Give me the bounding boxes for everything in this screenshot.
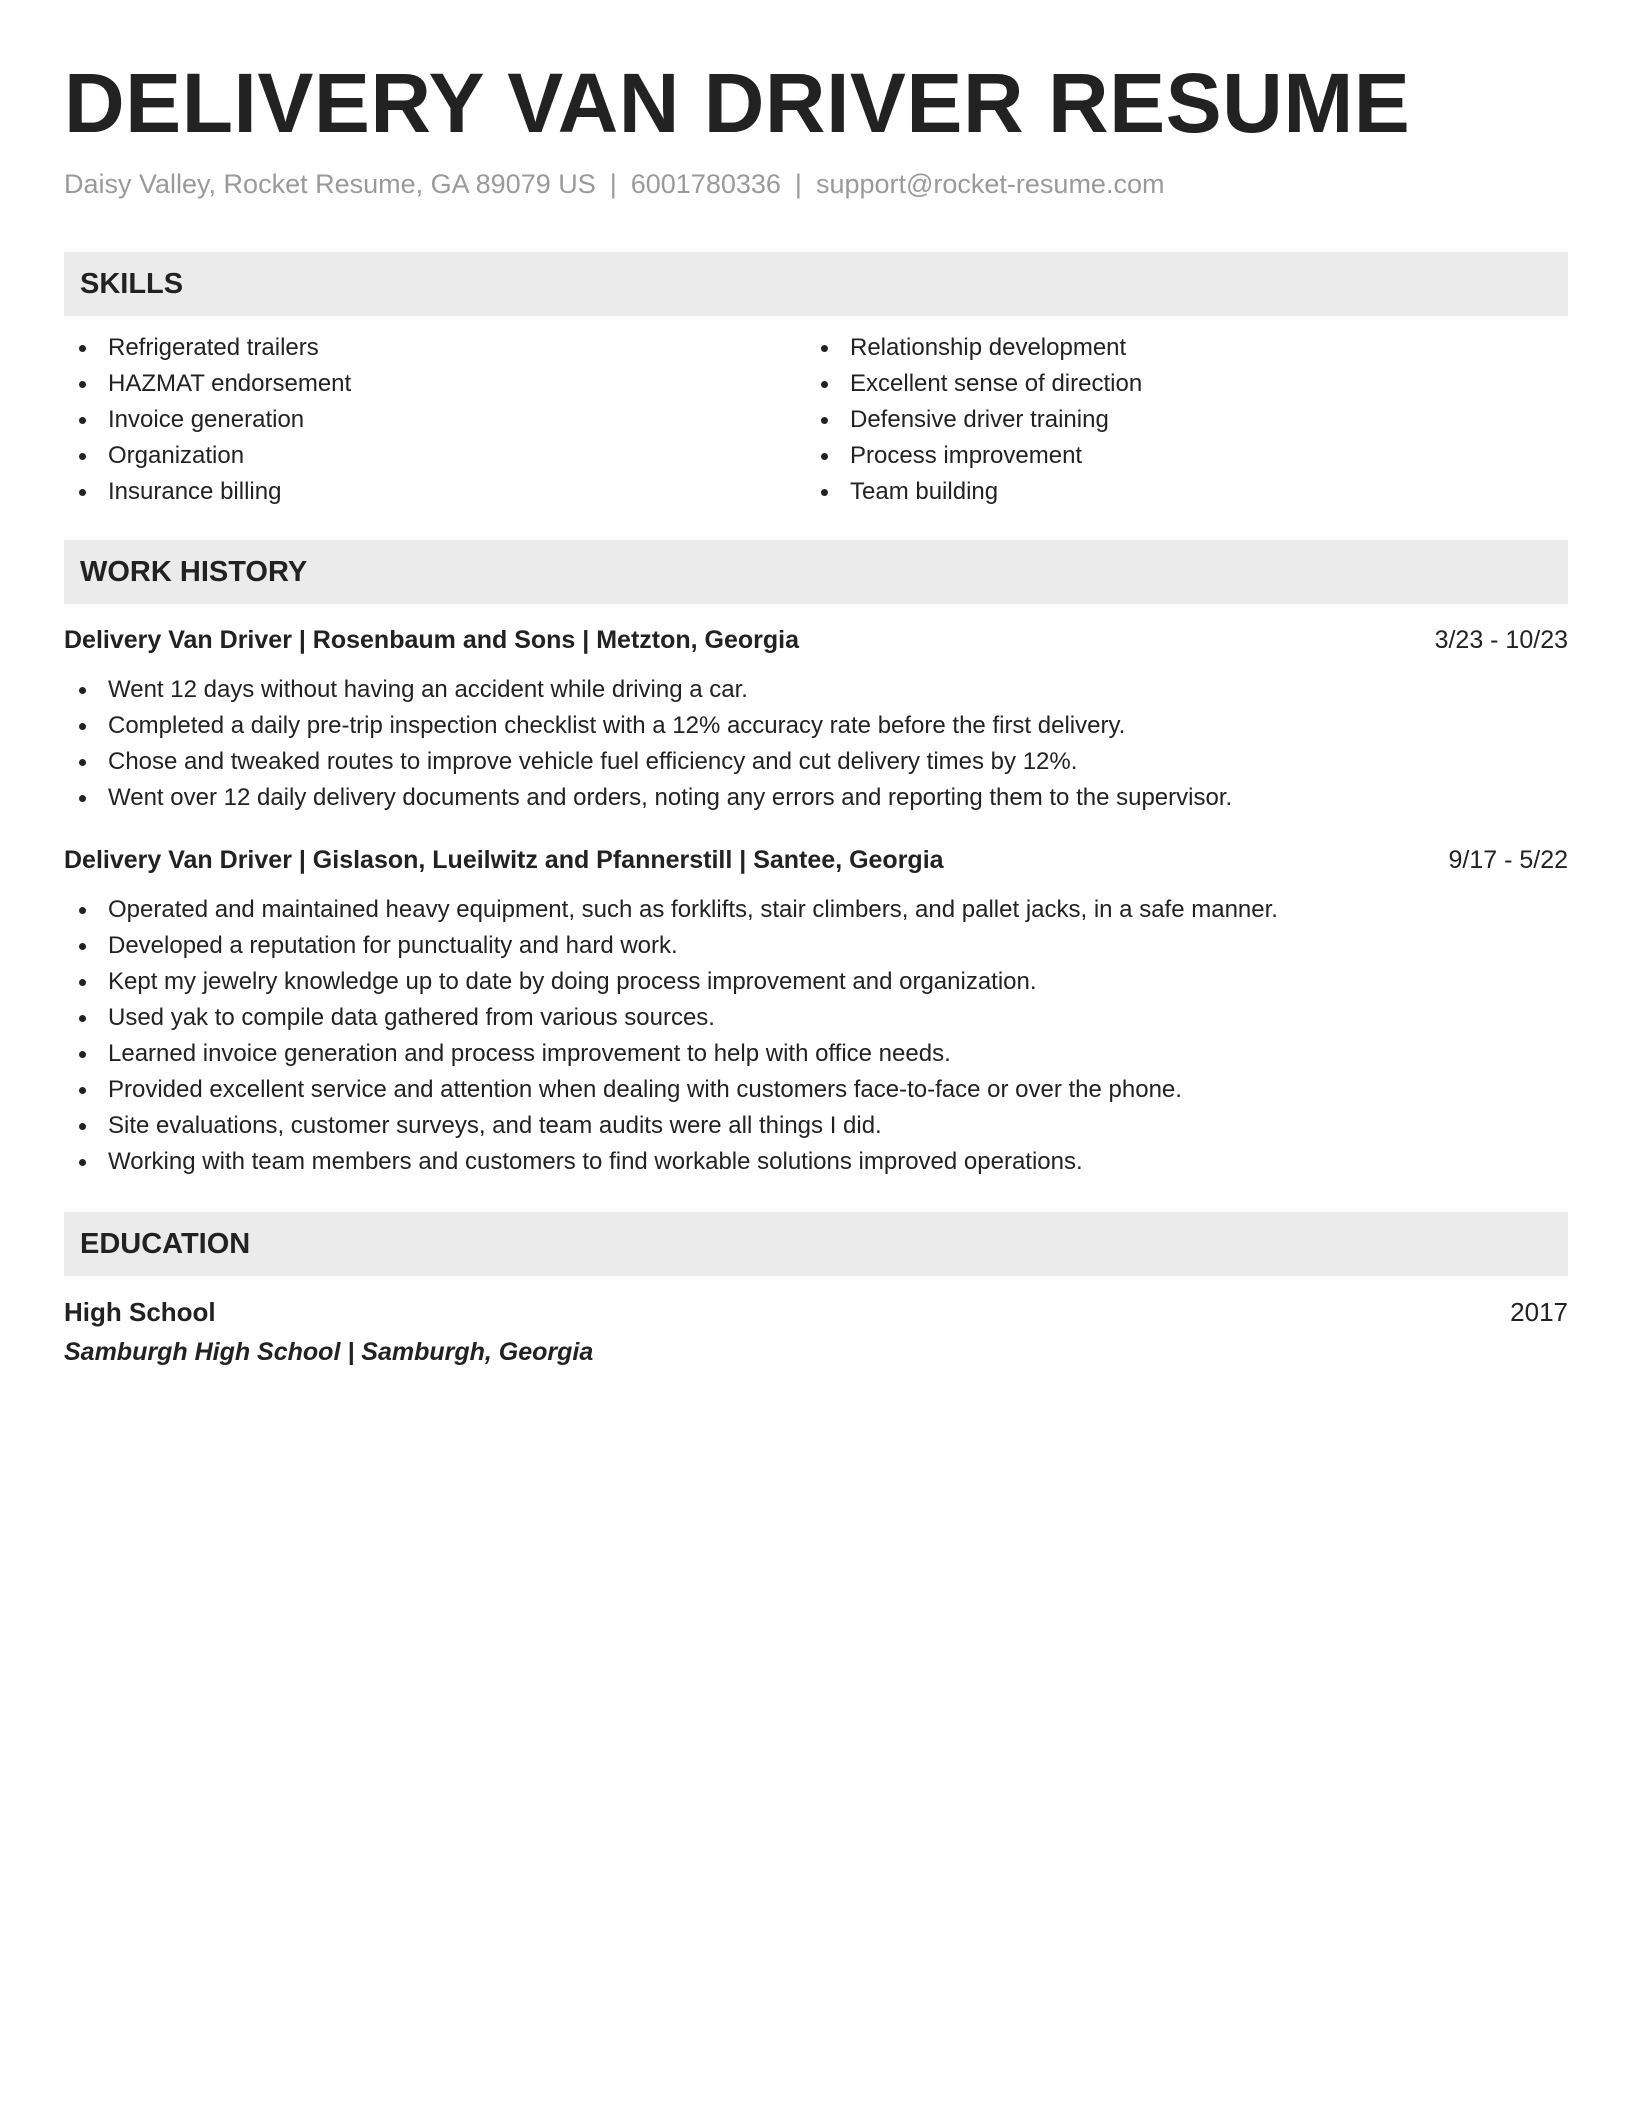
skill-item: Invoice generation <box>64 402 806 438</box>
skill-item: Defensive driver training <box>806 402 1548 438</box>
skills-column-right <box>806 330 1548 510</box>
contact-email: support@rocket-resume.com <box>815 169 1165 199</box>
skills-column-left <box>64 330 806 510</box>
skill-item: Excellent sense of direction <box>806 366 1548 402</box>
job-header <box>64 622 1568 658</box>
education-degree: High School <box>64 1297 216 1327</box>
job-duties-list <box>64 892 1568 1180</box>
job-duty-item: Operated and maintained heavy equipment, such as forklifts, stair climbers, and pallet jacks, in a safe manner. <box>64 892 1568 928</box>
contact-line <box>64 166 1568 202</box>
job-duty-item: Completed a daily pre-trip inspection checklist with a 12% accuracy rate before the first delivery. <box>64 708 1568 744</box>
contact-phone: 6001780336 <box>630 169 781 199</box>
job-duty-item: Kept my jewelry knowledge up to date by doing process improvement and organization. <box>64 964 1568 1000</box>
skills-section-header: SKILLS <box>64 252 1568 316</box>
work-history-section-header: WORK HISTORY <box>64 540 1568 604</box>
skills-list <box>64 330 1568 510</box>
job-duty-item: Went over 12 daily delivery documents and orders, noting any errors and reporting them to the supervisor. <box>64 780 1568 816</box>
skill-item: Refrigerated trailers <box>64 330 806 366</box>
education-header <box>64 1294 1568 1330</box>
job-duty-item: Provided excellent service and attention when dealing with customers face-to-face or over the phone. <box>64 1072 1568 1108</box>
skill-item: HAZMAT endorsement <box>64 366 806 402</box>
job-duty-item: Chose and tweaked routes to improve vehicle fuel efficiency and cut delivery times by 12%. <box>64 744 1568 780</box>
job-duty-item: Developed a reputation for punctuality and hard work. <box>64 928 1568 964</box>
job-entry <box>64 842 1568 1180</box>
skill-item: Relationship development <box>806 330 1548 366</box>
job-duty-item: Went 12 days without having an accident while driving a car. <box>64 672 1568 708</box>
job-title: Delivery Van Driver | Rosenbaum and Sons | Metzton, Georgia <box>64 626 800 654</box>
job-duty-item: Learned invoice generation and process improvement to help with office needs. <box>64 1036 1568 1072</box>
job-dates: 3/23 - 10/23 <box>1434 626 1568 654</box>
skill-item: Insurance billing <box>64 474 806 510</box>
education-school: Samburgh High School | Samburgh, Georgia <box>64 1338 594 1366</box>
job-header <box>64 842 1568 878</box>
job-duty-item: Site evaluations, customer surveys, and team audits were all things I did. <box>64 1108 1568 1144</box>
contact-separator: | <box>609 169 617 199</box>
job-title: Delivery Van Driver | Gislason, Lueilwitz and Pfannerstill | Santee, Georgia <box>64 846 944 874</box>
contact-separator: | <box>794 169 802 199</box>
job-duty-item: Used yak to compile data gathered from various sources. <box>64 1000 1568 1036</box>
job-duty-item: Working with team members and customers to find workable solutions improved operations. <box>64 1144 1568 1180</box>
education-year: 2017 <box>1510 1297 1568 1327</box>
resume-title: DELIVERY VAN DRIVER RESUME <box>64 56 1411 150</box>
education-entry <box>64 1294 1568 1370</box>
contact-address: Daisy Valley, Rocket Resume, GA 89079 US <box>64 169 596 199</box>
job-duties-list <box>64 672 1568 816</box>
job-entry <box>64 622 1568 816</box>
skill-item: Process improvement <box>806 438 1548 474</box>
education-section-header: EDUCATION <box>64 1212 1568 1276</box>
skill-item: Organization <box>64 438 806 474</box>
skill-item: Team building <box>806 474 1548 510</box>
job-dates: 9/17 - 5/22 <box>1448 846 1568 874</box>
